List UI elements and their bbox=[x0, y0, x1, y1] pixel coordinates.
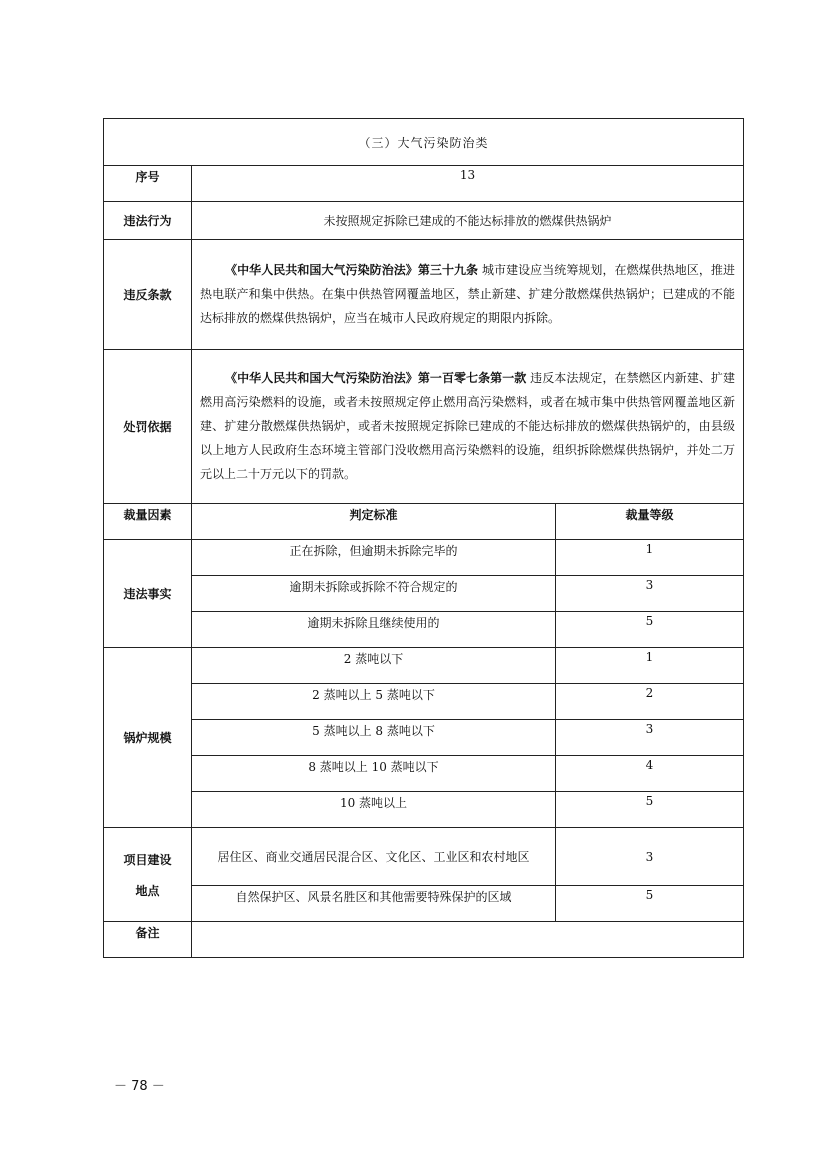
clause-label: 违反条款 bbox=[104, 240, 192, 350]
level-cell: 3 bbox=[556, 828, 744, 886]
level-cell: 1 bbox=[556, 648, 744, 684]
factor-name-line1: 项目建设 bbox=[123, 852, 172, 867]
penalty-table bbox=[103, 118, 744, 958]
standard-cell: 正在拆除，但逾期未拆除完毕的 bbox=[192, 540, 556, 576]
seq-label: 序号 bbox=[104, 166, 192, 202]
factor-name bbox=[104, 828, 192, 922]
act-value: 未按照规定拆除已建成的不能达标排放的燃煤供热锅炉 bbox=[192, 202, 744, 240]
clause-law-ref: 《中华人民共和国大气污染防治法》第三十九条 bbox=[225, 262, 479, 277]
level-cell: 1 bbox=[556, 540, 744, 576]
remarks-value bbox=[192, 922, 744, 958]
factor-header: 裁量因素 bbox=[104, 504, 192, 540]
penalty-text bbox=[192, 350, 744, 504]
standard-cell: 居住区、商业交通居民混合区、文化区、工业区和农村地区 bbox=[192, 828, 556, 886]
factor-name: 违法事实 bbox=[104, 540, 192, 648]
level-cell: 3 bbox=[556, 720, 744, 756]
seq-value: 13 bbox=[192, 166, 744, 202]
level-cell: 5 bbox=[556, 612, 744, 648]
level-cell: 3 bbox=[556, 576, 744, 612]
level-header: 裁量等级 bbox=[556, 504, 744, 540]
level-cell: 2 bbox=[556, 684, 744, 720]
penalty-law-ref: 《中华人民共和国大气污染防治法》第一百零七条第一款 bbox=[225, 370, 527, 385]
standard-cell: 自然保护区、风景名胜区和其他需要特殊保护的区域 bbox=[192, 886, 556, 922]
level-cell: 4 bbox=[556, 756, 744, 792]
standard-cell: 8 蒸吨以上 10 蒸吨以下 bbox=[192, 756, 556, 792]
standard-cell: 2 蒸吨以上 5 蒸吨以下 bbox=[192, 684, 556, 720]
standard-header: 判定标准 bbox=[192, 504, 556, 540]
page-number: － 78 － bbox=[114, 1079, 165, 1094]
level-cell: 5 bbox=[556, 886, 744, 922]
clause-body: 城市建设应当统筹规划，在燃煤供热地区，推进热电联产和集中供热。在集中供热管网覆盖地区，禁止新建、扩建分散燃煤供热锅炉；已建成的不能达标排放的燃煤供热锅炉，应当在城市人民政府规定的期限内拆除。 bbox=[200, 262, 735, 325]
standard-cell: 逾期未拆除或拆除不符合规定的 bbox=[192, 576, 556, 612]
penalty-label: 处罚依据 bbox=[104, 350, 192, 504]
level-cell: 5 bbox=[556, 792, 744, 828]
standard-cell: 2 蒸吨以下 bbox=[192, 648, 556, 684]
section-title: （三）大气污染防治类 bbox=[104, 119, 744, 166]
penalty-body: 违反本法规定，在禁燃区内新建、扩建燃用高污染燃料的设施，或者未按照规定停止燃用高污染燃料，或者在城市集中供热管网覆盖地区新建、扩建分散燃煤供热锅炉，或者未按照规定拆除已建成的不能达标排放的燃煤供热锅炉的，由县级以上地方人民政府生态环境主管部门没收燃用高污染燃料的设施，组织拆除燃煤供热锅炉，并处二万元以上二十万元以下的罚款。 bbox=[200, 370, 735, 481]
standard-cell: 10 蒸吨以上 bbox=[192, 792, 556, 828]
act-label: 违法行为 bbox=[104, 202, 192, 240]
clause-text bbox=[192, 240, 744, 350]
remarks-label: 备注 bbox=[104, 922, 192, 958]
factor-name-line2: 地点 bbox=[135, 883, 160, 898]
standard-cell: 逾期未拆除且继续使用的 bbox=[192, 612, 556, 648]
standard-cell: 5 蒸吨以上 8 蒸吨以下 bbox=[192, 720, 556, 756]
factor-name: 锅炉规模 bbox=[104, 648, 192, 828]
